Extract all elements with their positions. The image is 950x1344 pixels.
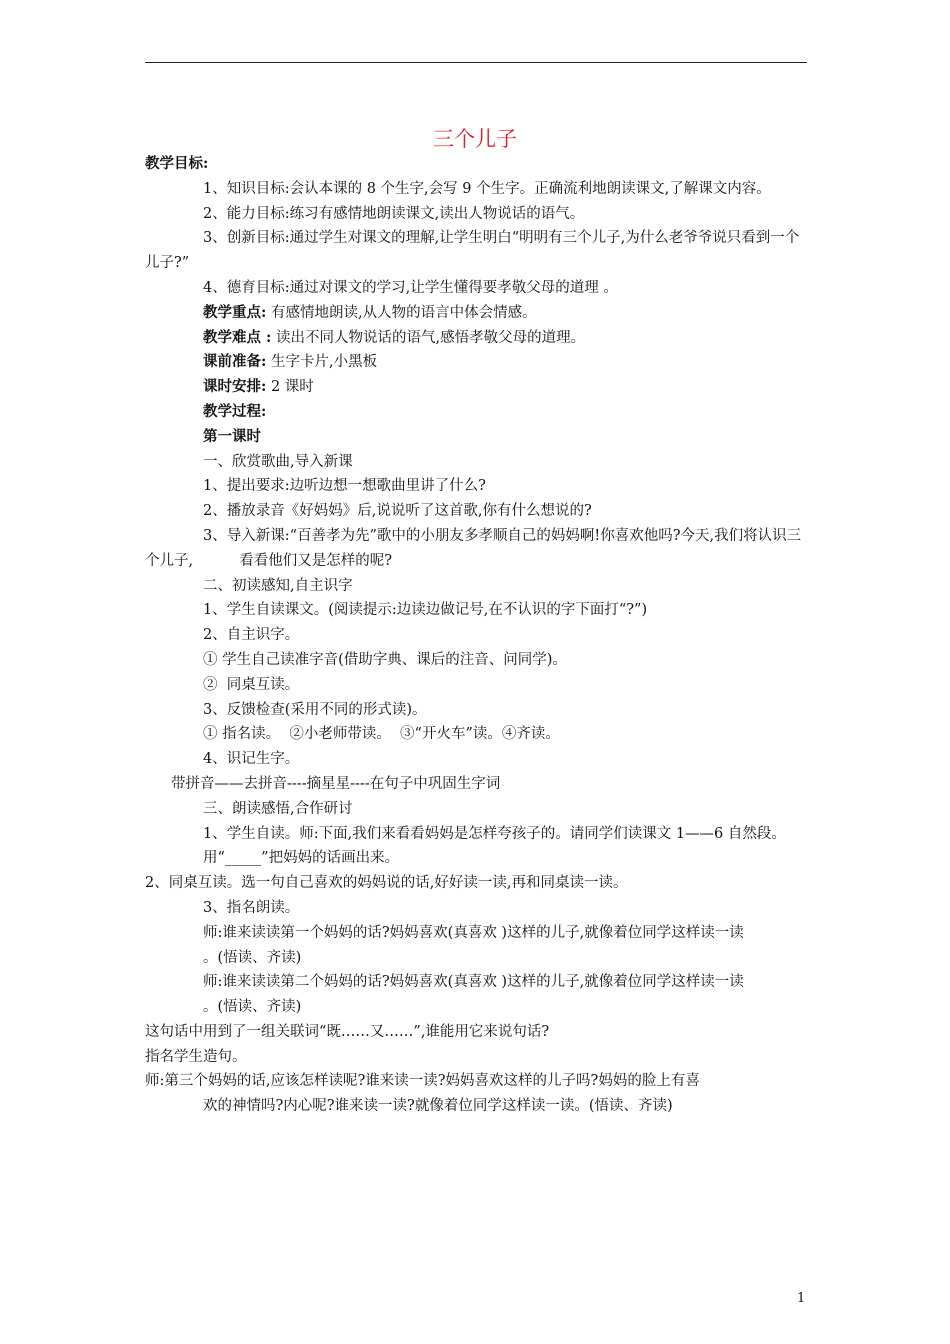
list-item: 指名学生造句。: [145, 1048, 247, 1065]
page-number: 1: [797, 1291, 806, 1306]
list-item: 这句话中用到了一组关联词“既……又……”,谁能用它来说句话?: [145, 1023, 550, 1040]
key-points-text: 有感情地朗读,从人物的语言中体会情感。: [266, 304, 537, 321]
list-item: 师:谁来读读第一个妈妈的话?妈妈喜欢(真喜欢 )这样的儿子,就像着位同学这样读一读: [203, 924, 744, 941]
list-item: ② 同桌互读。: [203, 676, 300, 693]
list-item: 2、自主识字。: [203, 627, 300, 644]
list-item: 。(悟读、齐读): [203, 999, 302, 1016]
list-item: ① 学生自己读准字音(借助字典、课后的注音、问同学)。: [203, 651, 567, 668]
section-heading: 三、朗读感悟,合作研讨: [203, 800, 353, 817]
schedule-label: 课时安排:: [203, 378, 267, 396]
schedule-row: [145, 375, 810, 400]
list-item: ① 指名读。 ②小老师带读。 ③“开火车”读。④齐读。: [203, 726, 560, 743]
key-points-row: [145, 301, 810, 326]
list-item: 4、识记生字。: [203, 751, 300, 768]
list-item: 3、导入新课:“百善孝为先”歌中的小朋友多孝顺自己的妈妈啊!你喜欢他吗?今天,我们将认识三个儿子, 看看他们又是怎样的呢?: [145, 527, 802, 569]
preparation-text: 生字卡片,小黑板: [266, 354, 378, 371]
list-item: 欢的神情吗?内心呢?谁来读一读?就像着位同学这样读一读。(悟读、齐读): [203, 1098, 673, 1115]
list-item: 1、学生自读。师:下面,我们来看看妈妈是怎样夸孩子的。请同学们读课文 1——6 自然段。: [203, 825, 786, 842]
paragraph: 1、知识目标:会认本课的 8 个生字,会写 9 个生字。正确流利地朗读课文,了解课文内容。: [203, 180, 771, 197]
difficulty-row: [145, 326, 810, 351]
section-heading: 一、欣赏歌曲,导入新课: [203, 453, 353, 470]
document-title: 三个儿子: [433, 127, 517, 151]
section-label-objectives: 教学目标:: [145, 155, 209, 172]
difficulty-label: 教学难点 :: [203, 328, 272, 346]
list-item: 用“_____”把妈妈的话画出来。: [203, 850, 400, 867]
preparation-label: 课前准备:: [203, 353, 267, 371]
schedule-text: 2 课时: [266, 379, 314, 396]
list-item: 3、反馈检查(采用不同的形式读)。: [203, 701, 427, 718]
list-item: 师:谁来读读第二个妈妈的话?妈妈喜欢(真喜欢 )这样的儿子,就像着位同学这样读一读: [203, 974, 744, 991]
preparation-row: [145, 350, 810, 375]
list-item: 1、提出要求:边听边想一想歌曲里讲了什么?: [203, 478, 486, 495]
list-item: 带拼音——去拼音----摘星星----在句子中巩固生字词: [171, 775, 501, 792]
paragraph: 2、能力目标:练习有感情地朗读课文,读出人物说话的语气。: [203, 205, 585, 222]
list-item: 1、学生自读课文。(阅读提示:边读边做记号,在不认识的字下面打“?”): [203, 602, 648, 619]
paragraph: 4、德育目标:通过对课文的学习,让学生懂得要孝敬父母的道理 。: [203, 279, 618, 296]
header-rule: [145, 62, 807, 63]
list-item: 3、指名朗读。: [203, 899, 300, 916]
section-heading: 二、初读感知,自主识字: [203, 577, 353, 594]
list-item: 2、同桌互读。选一句自己喜欢的妈妈说的话,好好读一读,再和同桌读一读。: [145, 875, 628, 892]
document-body: [145, 152, 810, 1119]
list-item: 师:第三个妈妈的话,应该怎样读呢?谁来读一读?妈妈喜欢这样的儿子吗?妈妈的脸上有喜: [145, 1073, 700, 1090]
key-points-label: 教学重点:: [203, 303, 267, 321]
difficulty-text: 读出不同人物说话的语气,感悟孝敬父母的道理。: [271, 329, 586, 346]
list-item: 2、播放录音《好妈妈》后,说说听了这首歌,你有什么想说的?: [203, 503, 592, 520]
lesson-one-label: 第一课时: [203, 427, 261, 445]
paragraph: 3、创新目标:通过学生对课文的理解,让学生明白“明明有三个儿子,为什么老爷爷说只看到一个儿子?”: [145, 230, 800, 272]
list-item: 。(悟读、齐读): [203, 949, 302, 966]
process-label: 教学过程:: [203, 402, 267, 420]
